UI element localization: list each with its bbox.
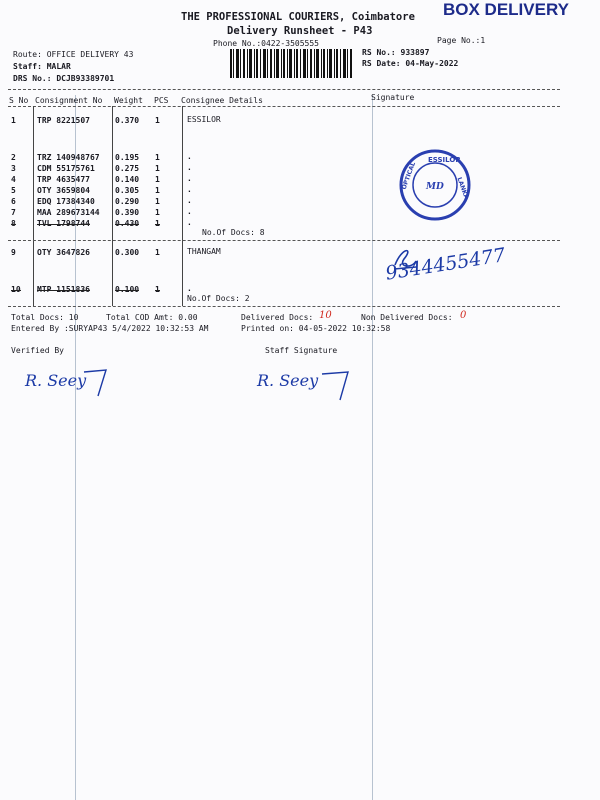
route: Route: OFFICE DELIVERY 43 bbox=[13, 50, 134, 59]
row-consignment: EDQ 17384340 bbox=[37, 197, 95, 206]
scan-line bbox=[372, 95, 373, 800]
row-pcs: 1 bbox=[155, 186, 160, 195]
row-pcs: 1 bbox=[155, 208, 160, 217]
divider bbox=[8, 106, 560, 107]
verified-by-label: Verified By bbox=[11, 346, 64, 355]
delivered-docs-label: Delivered Docs: bbox=[241, 313, 314, 322]
row-consignee: ESSILOR bbox=[187, 115, 221, 124]
col-pcs: PCS bbox=[154, 96, 169, 105]
row-pcs: 1 bbox=[155, 153, 160, 162]
barcode-icon bbox=[230, 49, 354, 78]
col-consignment: Consignment No bbox=[35, 96, 103, 105]
delivered-count: 10 bbox=[319, 310, 332, 321]
col-sno: S No bbox=[9, 96, 29, 105]
page-number: Page No.:1 bbox=[437, 36, 486, 45]
row-consignee: . bbox=[187, 196, 192, 205]
non-delivered-docs-label: Non Delivered Docs: bbox=[361, 313, 453, 322]
row-consignee: . bbox=[187, 163, 192, 172]
row-consignee: . bbox=[187, 174, 192, 183]
row-consignment: MAA 289673144 bbox=[37, 208, 100, 217]
divider bbox=[8, 306, 560, 307]
row-pcs: 1 bbox=[155, 219, 160, 228]
seal-text-top: ESSILOR bbox=[428, 156, 461, 164]
row-sno: 9 bbox=[11, 248, 16, 257]
divider bbox=[8, 240, 560, 241]
row-weight: 0.370 bbox=[115, 116, 140, 125]
seal-center: MD bbox=[426, 182, 444, 192]
row-weight: 0.275 bbox=[115, 164, 140, 173]
row-pcs: 1 bbox=[155, 248, 160, 257]
staff-signature-label: Staff Signature bbox=[265, 346, 338, 355]
row-consignee: . bbox=[187, 185, 192, 194]
staff-signature-icon bbox=[254, 362, 354, 404]
group-doc-count: No.Of Docs: 2 bbox=[187, 294, 250, 303]
row-consignment: TRP 8221507 bbox=[37, 116, 90, 125]
handwritten-phone: 9344455477 bbox=[384, 244, 507, 285]
row-weight: 0.305 bbox=[115, 186, 140, 195]
row-weight: 0.300 bbox=[115, 248, 140, 257]
row-consignee: . bbox=[187, 207, 192, 216]
row-sno: 2 bbox=[11, 153, 16, 162]
non-delivered-count: 0 bbox=[460, 310, 467, 321]
row-consignment: TRZ 140948767 bbox=[37, 153, 100, 162]
staff-signature-text: R. Seey bbox=[257, 371, 319, 390]
row-sno: 4 bbox=[11, 175, 16, 184]
phone-number: Phone No.:0422-3505555 bbox=[213, 39, 319, 48]
runsheet-title: Delivery Runsheet - P43 bbox=[227, 25, 373, 37]
row-pcs: 1 bbox=[155, 164, 160, 173]
total-docs: Total Docs: 10 bbox=[11, 313, 79, 322]
row-consignment: MTP 1151836 bbox=[37, 285, 90, 294]
printed-on: Printed on: 04-05-2022 10:32:58 bbox=[241, 324, 391, 333]
verified-signature-text: R. Seey bbox=[25, 371, 87, 390]
column-separator bbox=[33, 106, 34, 306]
row-consignee: . bbox=[187, 284, 192, 293]
seal-text-right: LANKA bbox=[455, 176, 470, 201]
row-consignee: . bbox=[187, 152, 192, 161]
row-weight: 0.430 bbox=[115, 219, 140, 228]
row-sno: 3 bbox=[11, 164, 16, 173]
box-delivery-stamp: BOX DELIVERY bbox=[443, 0, 569, 19]
row-weight: 0.100 bbox=[115, 285, 140, 294]
divider bbox=[8, 89, 560, 90]
company-seal-icon bbox=[398, 148, 472, 222]
col-weight: Weight bbox=[114, 96, 143, 105]
row-weight: 0.290 bbox=[115, 197, 140, 206]
row-weight: 0.140 bbox=[115, 175, 140, 184]
row-sno: 1 bbox=[11, 116, 16, 125]
row-consignment: CDM 55175761 bbox=[37, 164, 95, 173]
rs-number: RS No.: 933897 bbox=[362, 48, 430, 57]
rs-date: RS Date: 04-May-2022 bbox=[362, 59, 459, 68]
row-pcs: 1 bbox=[155, 285, 160, 294]
row-pcs: 1 bbox=[155, 175, 160, 184]
row-sno: 6 bbox=[11, 197, 16, 206]
column-separator bbox=[112, 106, 113, 306]
row-sno: 5 bbox=[11, 186, 16, 195]
row-consignment: OTY 3659804 bbox=[37, 186, 90, 195]
row-consignment: OTY 3647826 bbox=[37, 248, 90, 257]
row-consignment: TRP 4635477 bbox=[37, 175, 90, 184]
row-pcs: 1 bbox=[155, 116, 160, 125]
row-consignee: . bbox=[187, 218, 192, 227]
verified-signature-icon bbox=[22, 362, 112, 402]
drs-number: DRS No.: DCJB93389701 bbox=[13, 74, 115, 83]
row-weight: 0.390 bbox=[115, 208, 140, 217]
total-cod: Total COD Amt: 0.00 bbox=[106, 313, 198, 322]
staff: Staff: MALAR bbox=[13, 62, 71, 71]
row-weight: 0.195 bbox=[115, 153, 140, 162]
row-pcs: 1 bbox=[155, 197, 160, 206]
seal-text-left: OPTICAL bbox=[400, 161, 418, 191]
group-doc-count: No.Of Docs: 8 bbox=[202, 228, 265, 237]
entered-by: Entered By :SURYAP43 5/4/2022 10:32:53 AM bbox=[11, 324, 209, 333]
row-sno: 10 bbox=[11, 285, 21, 294]
col-signature: Signature bbox=[371, 93, 415, 102]
column-separator bbox=[182, 106, 183, 306]
row-sno: 8 bbox=[11, 219, 16, 228]
row-sno: 7 bbox=[11, 208, 16, 217]
row-consignment: TVL 1798744 bbox=[37, 219, 90, 228]
company-name: THE PROFESSIONAL COURIERS, Coimbatore bbox=[181, 11, 415, 23]
col-consignee: Consignee Details bbox=[181, 96, 263, 105]
row-consignee: THANGAM bbox=[187, 247, 221, 256]
